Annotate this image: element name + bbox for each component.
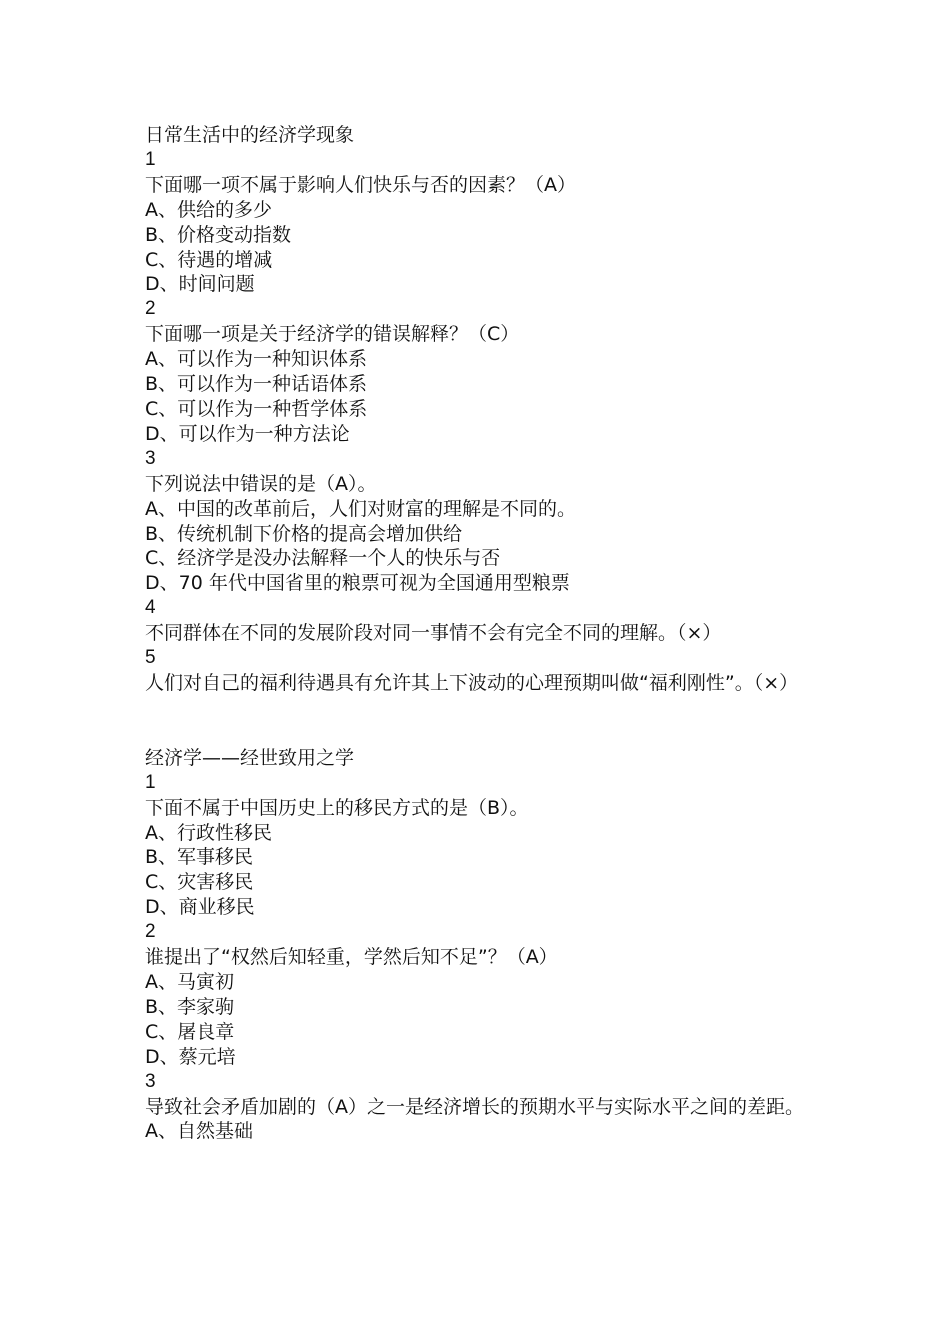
- question-text: 下面哪一项是关于经济学的错误解释？（C）: [145, 323, 520, 346]
- answer-option: D、商业移民: [145, 896, 255, 919]
- answer-option: A、自然基础: [145, 1120, 253, 1143]
- answer-option: B、传统机制下价格的提高会增加供给: [145, 522, 463, 545]
- question-number: 4: [145, 597, 156, 619]
- answer-option: D、蔡元培: [145, 1045, 236, 1068]
- document-content: [145, 123, 815, 1144]
- answer-option: A、马寅初: [145, 971, 234, 993]
- section-spacer: [145, 696, 815, 746]
- question-text: 下列说法中错误的是（A）。: [145, 472, 377, 495]
- question-number: 5: [145, 647, 156, 669]
- question-number: 1: [145, 771, 156, 793]
- question-text: 谁提出了“权然后知轻重，学然后知不足”？（A）: [145, 946, 558, 969]
- answer-option: C、经济学是没办法解释一个人的快乐与否: [145, 547, 501, 570]
- answer-option: C、灾害移民: [145, 871, 254, 894]
- answer-option: B、军事移民: [145, 846, 254, 869]
- section-title: 日常生活中的经济学现象: [145, 124, 355, 146]
- question-text: 下面哪一项不属于影响人们快乐与否的因素？（A）: [145, 173, 576, 196]
- answer-option: A、供给的多少: [145, 198, 272, 221]
- answer-option: B、李家驹: [145, 995, 235, 1018]
- answer-option: A、中国的改革前后，人们对财富的理解是不同的。: [145, 497, 576, 520]
- answer-option: C、屠良章: [145, 1020, 235, 1043]
- answer-option: B、可以作为一种话语体系: [145, 373, 368, 396]
- question-number: 3: [145, 1070, 156, 1092]
- question-number: 2: [145, 921, 156, 943]
- question-text: 不同群体在不同的发展阶段对同一事情不会有完全不同的理解。（×）: [145, 622, 722, 645]
- question-number: 1: [145, 148, 156, 170]
- answer-option: A、行政性移民: [145, 821, 272, 844]
- question-number: 2: [145, 298, 156, 320]
- answer-option: D、可以作为一种方法论: [145, 422, 350, 445]
- question-text: 人们对自己的福利待遇具有允许其上下波动的心理预期叫做“福利刚性”。（×）: [145, 671, 799, 694]
- answer-option: C、待遇的增减: [145, 248, 273, 271]
- question-number: 3: [145, 447, 156, 469]
- section-title: 经济学——经世致用之学: [145, 746, 355, 769]
- answer-option: C、可以作为一种哲学体系: [145, 397, 368, 420]
- answer-option: D、时间问题: [145, 273, 255, 296]
- answer-option: B、价格变动指数: [145, 223, 292, 246]
- answer-option: D、70 年代中国省里的粮票可视为全国通用型粮票: [145, 572, 570, 595]
- answer-option: A、可以作为一种知识体系: [145, 348, 367, 371]
- question-text: 导致社会矛盾加剧的（A）之一是经济增长的预期水平与实际水平之间的差距。: [145, 1095, 804, 1118]
- question-text: 下面不属于中国历史上的移民方式的是（B）。: [145, 796, 529, 819]
